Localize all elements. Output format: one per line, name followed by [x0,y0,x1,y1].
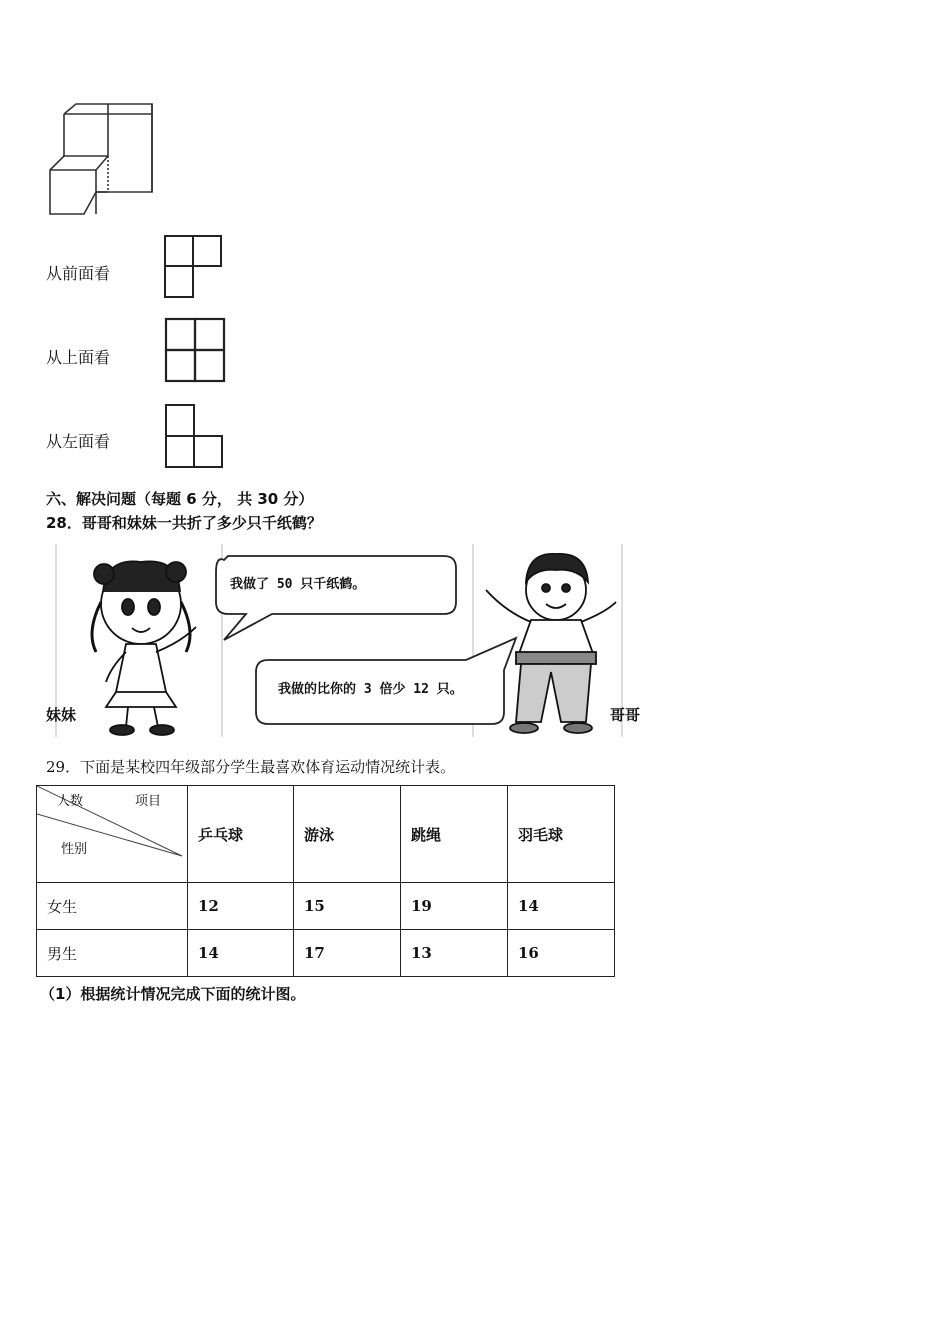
table-cell: 13 [401,930,508,977]
col-header-swimming: 游泳 [294,786,401,883]
top-view-shape [164,317,228,385]
table-row [37,883,615,930]
col-header-rope: 跳绳 [401,786,508,883]
corner-item-label: 项目 [135,794,162,809]
table-row [37,930,615,977]
girl-speech-text: 我做了 50 只千纸鹤。 [230,577,366,592]
sports-stat-table [36,785,615,977]
table-header-row [37,786,615,883]
table-cell: 17 [294,930,401,977]
left-view-label: 从左面看 [46,432,111,451]
row-label-girls: 女生 [37,883,188,930]
q28-illustration [46,542,646,742]
boy-speech-text: 我做的比你的 3 倍少 12 只。 [278,682,463,697]
table-corner-cell [37,786,188,883]
col-header-pingpong: 乒乓球 [188,786,294,883]
table-cell: 14 [188,930,294,977]
table-cell: 12 [188,883,294,930]
col-header-badminton: 羽毛球 [508,786,615,883]
question-29-text: 29．下面是某校四年级部分学生最喜欢体育运动情况统计表。 [46,758,456,776]
front-view-label: 从前面看 [46,264,111,283]
girl-name-label: 妹妹 [46,706,77,724]
left-view-shape [164,403,226,471]
corner-gender-label: 性别 [61,842,88,857]
boy-name-label: 哥哥 [610,706,641,724]
corner-count-label: 人数 [57,794,84,809]
girl-figure [92,561,196,735]
front-view-shape [163,234,225,300]
question-28-text: 28．哥哥和妹妹一共折了多少只千纸鹤？ [46,514,322,532]
table-cell: 15 [294,883,401,930]
top-view-label: 从上面看 [46,348,111,367]
question-29-sub-1: （1）根据统计情况完成下面的统计图。 [40,985,306,1003]
section-heading: 六、解决问题（每题 6 分， 共 30 分） [46,490,314,508]
table-cell: 16 [508,930,615,977]
table-cell: 19 [401,883,508,930]
solid-figure [44,100,159,220]
row-label-boys: 男生 [37,930,188,977]
table-cell: 14 [508,883,615,930]
